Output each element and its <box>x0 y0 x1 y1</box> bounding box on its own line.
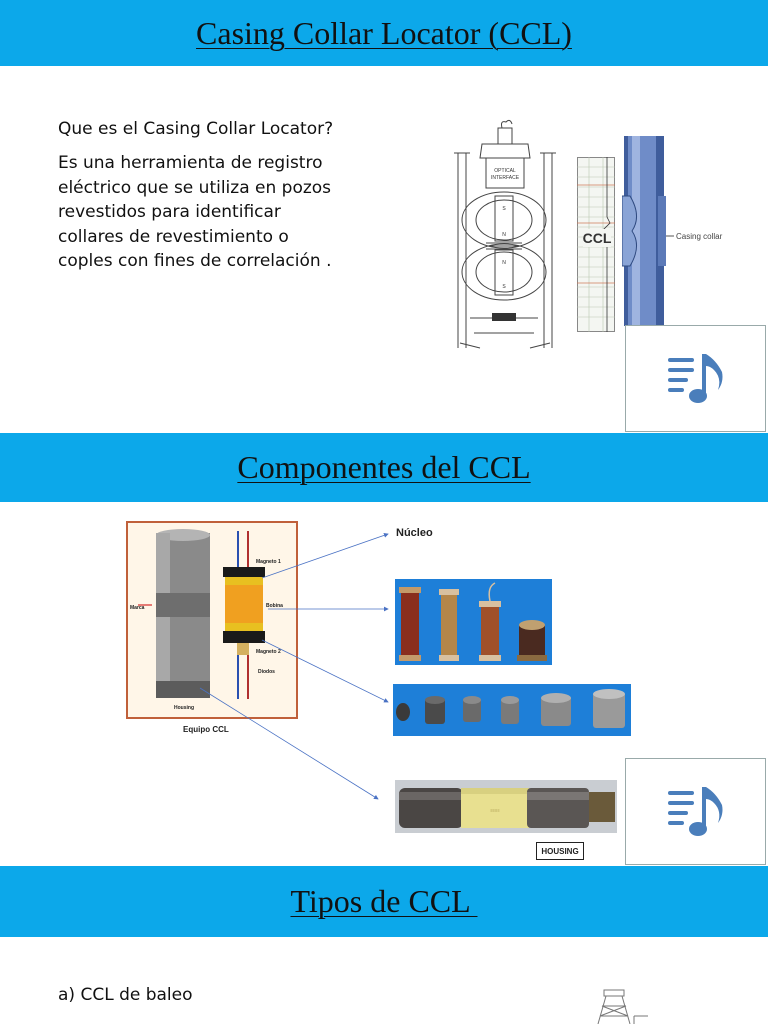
optical-label-2: INTERFACE <box>490 175 520 181</box>
svg-text:≡≡≡≡: ≡≡≡≡ <box>490 808 500 813</box>
answer-line: Es una herramienta de registro <box>58 153 323 173</box>
equipo-caption: Equipo CCL <box>183 725 229 734</box>
answer-line: coples con fines de correlación . <box>58 251 332 271</box>
label-marca: Marca <box>130 605 145 611</box>
magnet-n-label-2: N <box>502 260 506 266</box>
playlist-music-icon <box>666 783 726 841</box>
playlist-music-icon <box>666 350 726 408</box>
media-card-2[interactable] <box>625 758 766 865</box>
label-magneto1: Magneto 1 <box>256 559 281 565</box>
nucleo-label: Núcleo <box>396 527 433 539</box>
slide1-title: Casing Collar Locator (CCL) <box>196 14 572 51</box>
schematic-base-block <box>492 313 516 321</box>
slide1-title-band <box>0 0 768 66</box>
ccl-tool-schematic <box>450 118 570 353</box>
optical-label-1: OPTICAL <box>494 168 516 174</box>
label-magneto2: Magneto 2 <box>256 649 281 655</box>
schematic-top-connector <box>498 128 512 144</box>
answer-line: revestidos para identificar <box>58 202 281 222</box>
casing-collar-figure <box>622 136 768 326</box>
magnet-s-label: S <box>502 206 506 212</box>
label-bobina: Bobina <box>266 603 283 609</box>
label-diodos: Diodos <box>258 669 275 675</box>
answer-line: collares de revestimiento o <box>58 226 289 247</box>
answer-line: eléctrico que se utiliza en pozos <box>58 177 332 198</box>
slide3-item-a: a) CCL de baleo <box>58 985 193 1005</box>
slide3-title-band <box>0 866 768 937</box>
ccl-log-label: CCL <box>582 230 612 246</box>
label-housing: Housing <box>174 705 194 711</box>
ccl-log-strip <box>577 157 615 332</box>
slide1-question: Que es el Casing Collar Locator? <box>58 119 334 139</box>
slide3-title: Tipos de CCL <box>290 883 478 919</box>
casing-collar-label: Casing collar <box>676 232 723 241</box>
magnets-photo <box>393 684 631 736</box>
slide1-answer <box>58 151 331 274</box>
media-card-1[interactable] <box>625 325 766 432</box>
housing-box <box>536 842 584 860</box>
slide2-title: Componentes del CCL <box>237 449 531 485</box>
drilling-rig-icon <box>590 986 650 1024</box>
magnet-n-label: N <box>502 232 506 238</box>
coils-photo <box>395 579 552 665</box>
slide2-title-band <box>0 433 768 502</box>
housing-box-label: HOUSING <box>541 846 579 856</box>
magnet-s-label-2: S <box>502 284 506 290</box>
housing-photo <box>395 780 617 833</box>
